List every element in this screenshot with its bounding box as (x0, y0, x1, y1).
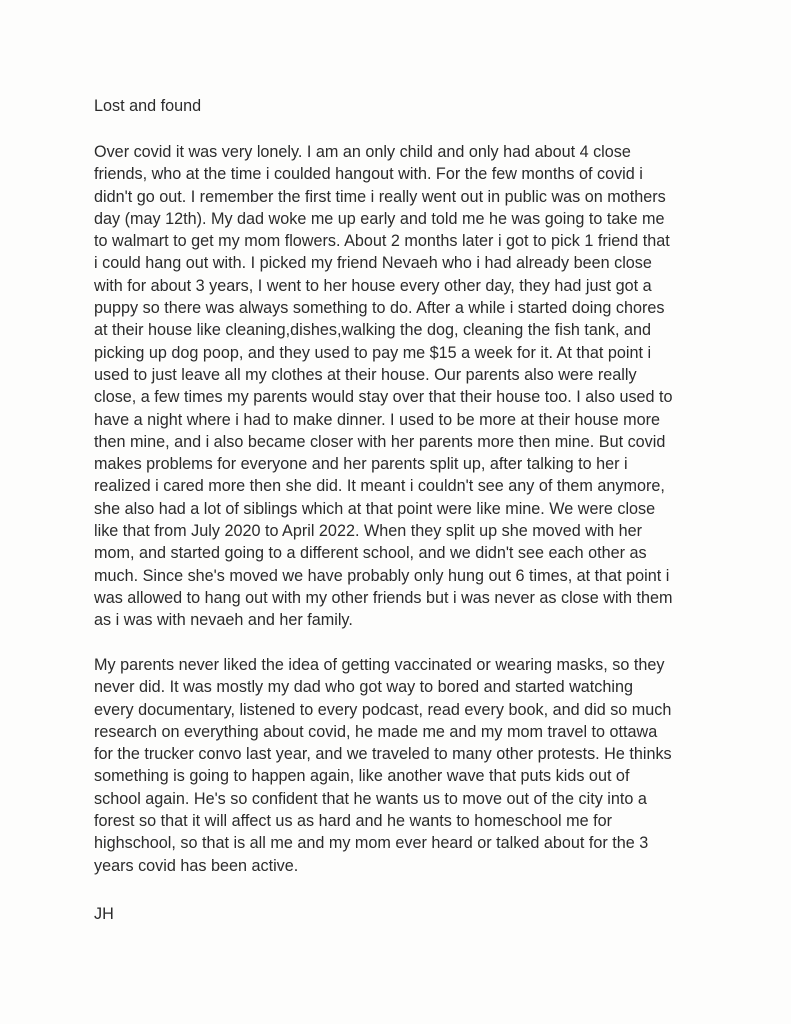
text-line: school again. He's so confident that he wants us to move out of the city into a (94, 789, 647, 808)
text-line: every documentary, listened to every podcast, read every book, and did so much (94, 700, 672, 719)
text-line: used to just leave all my clothes at their house. Our parents also were really (94, 365, 637, 384)
text-line: to walmart to get my mom flowers. About 2 months later i got to pick 1 friend that (94, 232, 670, 251)
text-line: then mine, and i also became closer with her parents more then mine. But covid (94, 432, 666, 451)
text-line: picking up dog poop, and they used to pay me $15 a week for it. At that point i (94, 343, 652, 362)
text-line: something is going to happen again, like another wave that puts kids out of (94, 767, 630, 786)
text-line: like that from July 2020 to April 2022. When they split up she moved with her (94, 522, 642, 541)
paragraph-1 (94, 141, 734, 632)
text-line: mom, and started going to a different school, and we didn't see each other as (94, 544, 647, 563)
text-line: puppy so there was always something to do. After a while i started doing chores (94, 299, 665, 318)
text-line: realized i cared more then she did. It meant i couldn't see any of them anymore, (94, 477, 665, 496)
text-line: never did. It was mostly my dad who got way to bored and started watching (94, 678, 633, 697)
text-line: she also had a lot of siblings which at that point were like mine. We were close (94, 499, 656, 518)
paragraph-2 (94, 654, 734, 877)
text-line: close, a few times my parents would stay over that their house too. I also used to (94, 388, 673, 407)
text-line: for the trucker convo last year, and we traveled to many other protests. He thinks (94, 745, 672, 764)
signature-initials: JH (94, 905, 114, 923)
text-line: at their house like cleaning,dishes,walking the dog, cleaning the fish tank, and (94, 321, 652, 340)
text-line: Over covid it was very lonely. I am an only child and only had about 4 close (94, 143, 631, 161)
text-line: makes problems for everyone and her parents split up, after talking to her i (94, 455, 628, 474)
text-line: My parents never liked the idea of getting vaccinated or wearing masks, so they (94, 656, 665, 674)
text-line: forest so that it will affect us as hard and he wants to homeschool me for (94, 812, 612, 831)
text-line: with for about 3 years, I went to her house every other day, they had just got a (94, 276, 652, 295)
text-line: research on everything about covid, he made me and my mom travel to ottawa (94, 722, 658, 741)
document-title: Lost and found (94, 97, 202, 115)
text-line: have a night where i had to make dinner. I used to be more at their house more (94, 410, 661, 429)
text-line: was allowed to hang out with my other friends but i was never as close with them (94, 588, 673, 607)
text-line: much. Since she's moved we have probably only hung out 6 times, at that point i (94, 566, 670, 585)
text-line: friends, who at the time i coulded hangout with. For the few months of covid i (94, 165, 643, 184)
text-line: years covid has been active. (94, 856, 299, 875)
text-line: i could hang out with. I picked my friend Nevaeh who i had already been close (94, 254, 652, 273)
text-line: highschool, so that is all me and my mom ever heard or talked about for the 3 (94, 834, 649, 853)
text-line: as i was with nevaeh and her family. (94, 611, 353, 630)
text-line: day (may 12th). My dad woke me up early and told me he was going to take me (94, 209, 665, 228)
text-line: didn't go out. I remember the first time i really went out in public was on mothers (94, 187, 666, 206)
